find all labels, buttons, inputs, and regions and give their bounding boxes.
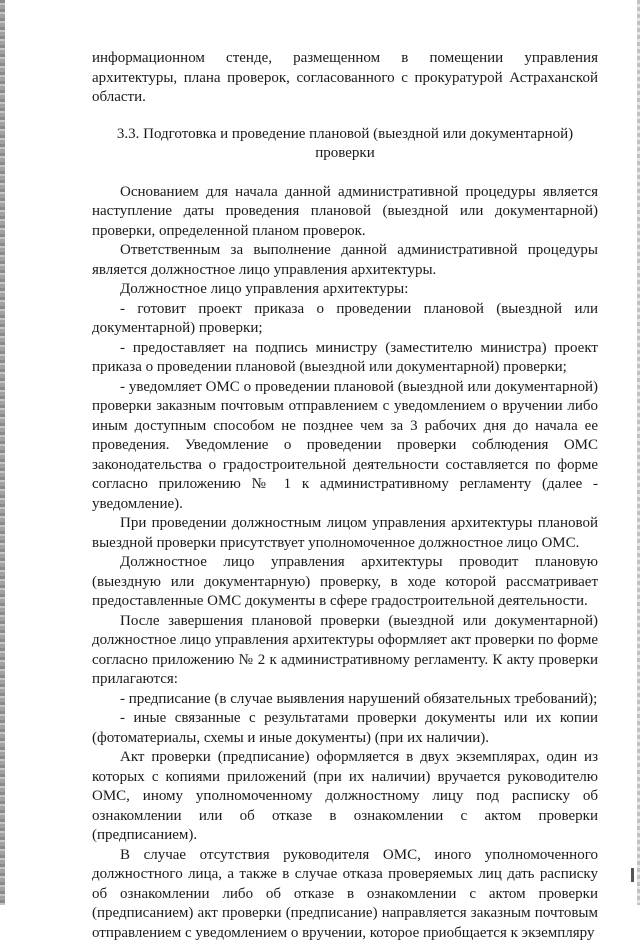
paragraph-official: Должностное лицо управления архитектуры: [92,280,598,300]
scan-artifact-mark [631,868,634,882]
paragraph-conducts-inspection: Должностное лицо управления архитектуры проводит плановую (выездную или документарную) проверку, в ходе которой рассматривает предоставленные ОМС документы в сфере градостроительной деятельности. [92,553,598,612]
list-item-notify: - уведомляет ОМС о проведении плановой (выездной или документарной) проверки заказным почтовым отправлением с уведомлением о вручении либо иным доступным способом не позднее чем за 3 рабочих дня до начала ее проведения. Уведомление о проведении проверки соблюдения ОМС законодательства о градостроительной деятельности составляется по форме согласно приложению № 1 к административному регламенту (далее - уведомление). [92,378,598,515]
section-heading: 3.3. Подготовка и проведение плановой (выездной или документарной) проверки [92,125,598,164]
paragraph-absence: В случае отсутствия руководителя ОМС, иного уполномоченного должностного лица, а также в случае отказа проверяемых лиц дать расписку об ознакомлении либо об отказе в ознакомлении с актом проверки (предписанием) акт проверки (предписание) направляется заказным почтовым отправлением с уведомлением о вручении, которое приобщается к экземпляру [92,846,598,943]
paragraph-presence: При проведении должностным лицом управления архитектуры плановой выездной проверки присутствует уполномоченное должностное лицо ОМС. [92,514,598,553]
paragraph-basis: Основанием для начала данной административной процедуры является наступление даты проведения плановой (выездной или документарной) проверки, определенной планом проверок. [92,183,598,242]
paragraph-continuation: информационном стенде, размещенном в помещении управления архитектуры, плана проверок, согласованного с прокуратурой Астраханской области. [92,49,598,108]
list-item-prescription: - предписание (в случае выявления нарушений обязательных требований); [92,690,598,710]
list-item-prepare-order: - готовит проект приказа о проведении плановой (выездной или документарной) проверки; [92,300,598,339]
list-item-submit-signature: - предоставляет на подпись министру (заместителю министра) проект приказа о проведении плановой (выездной или документарной) проверки; [92,339,598,378]
paragraph-act-copies: Акт проверки (предписание) оформляется в двух экземплярах, один из которых с копиями приложений (при их наличии) вручается руководителю ОМС, иному уполномоченному должностному лицу под расписку об ознакомлении или об отказе в ознакомлении с актом проверки (предписанием). [92,748,598,846]
scan-left-edge [0,0,5,905]
document-page [92,49,598,943]
paragraph-responsible: Ответственным за выполнение данной административной процедуры является должностное лицо управления архитектуры. [92,241,598,280]
paragraph-after-completion: После завершения плановой проверки (выездной или документарной) должностное лицо управления архитектуры оформляет акт проверки по форме согласно приложению № 2 к административному регламенту. К акту проверки прилагаются: [92,612,598,690]
list-item-other-documents: - иные связанные с результатами проверки документы или их копии (фотоматериалы, схемы и иные документы) (при их наличии). [92,709,598,748]
